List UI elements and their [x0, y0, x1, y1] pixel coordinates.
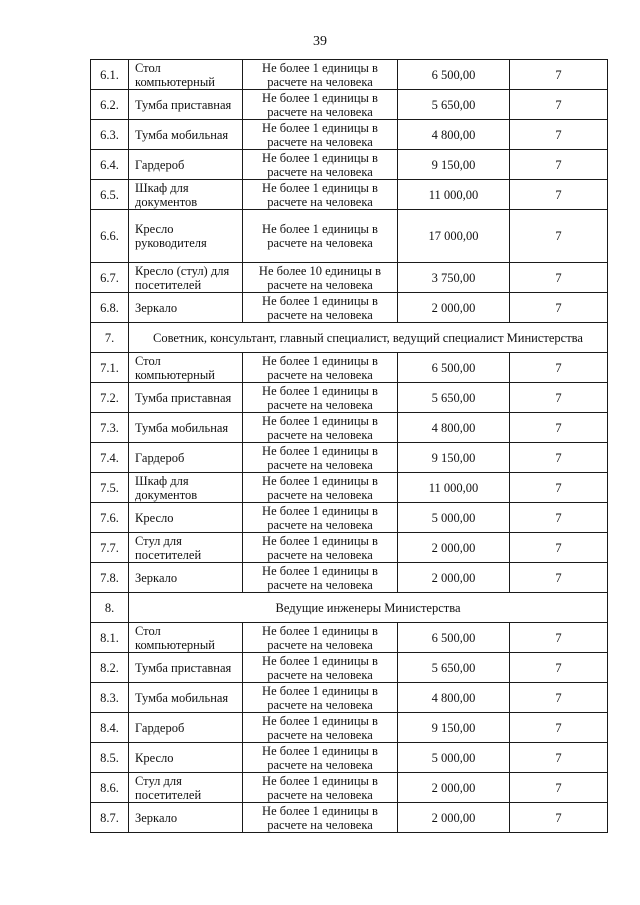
- item-name: Кресло: [129, 503, 243, 533]
- item-quantity-norm: Не более 1 единицы в расчете на человека: [243, 563, 398, 593]
- item-name: Шкаф для документов: [129, 473, 243, 503]
- item-service-term: 7: [510, 150, 608, 180]
- item-price: 6 500,00: [398, 623, 510, 653]
- furniture-norms-table: [90, 59, 608, 833]
- item-quantity-norm: Не более 1 единицы в расчете на человека: [243, 60, 398, 90]
- table-row: [91, 533, 608, 563]
- item-name: Зеркало: [129, 803, 243, 833]
- item-quantity-norm: Не более 1 единицы в расчете на человека: [243, 210, 398, 263]
- item-service-term: 7: [510, 503, 608, 533]
- table-row: [91, 443, 608, 473]
- table-row: [91, 563, 608, 593]
- table-row: [91, 383, 608, 413]
- item-name: Тумба приставная: [129, 383, 243, 413]
- item-service-term: 7: [510, 210, 608, 263]
- item-number: 7.8.: [91, 563, 129, 593]
- item-service-term: 7: [510, 713, 608, 743]
- item-price: 2 000,00: [398, 533, 510, 563]
- item-service-term: 7: [510, 383, 608, 413]
- item-number: 8.5.: [91, 743, 129, 773]
- item-quantity-norm: Не более 10 единицы в расчете на человека: [243, 263, 398, 293]
- item-quantity-norm: Не более 1 единицы в расчете на человека: [243, 533, 398, 563]
- table-row: [91, 120, 608, 150]
- table-row: [91, 713, 608, 743]
- item-number: 6.5.: [91, 180, 129, 210]
- table-row: [91, 293, 608, 323]
- item-quantity-norm: Не более 1 единицы в расчете на человека: [243, 743, 398, 773]
- item-price: 4 800,00: [398, 413, 510, 443]
- item-quantity-norm: Не более 1 единицы в расчете на человека: [243, 443, 398, 473]
- item-quantity-norm: Не более 1 единицы в расчете на человека: [243, 120, 398, 150]
- item-quantity-norm: Не более 1 единицы в расчете на человека: [243, 180, 398, 210]
- item-price: 17 000,00: [398, 210, 510, 263]
- item-number: 7.3.: [91, 413, 129, 443]
- item-service-term: 7: [510, 563, 608, 593]
- table-row: [91, 773, 608, 803]
- item-quantity-norm: Не более 1 единицы в расчете на человека: [243, 353, 398, 383]
- item-name: Тумба приставная: [129, 653, 243, 683]
- item-number: 6.6.: [91, 210, 129, 263]
- item-quantity-norm: Не более 1 единицы в расчете на человека: [243, 623, 398, 653]
- item-number: 8.7.: [91, 803, 129, 833]
- item-number: 8.2.: [91, 653, 129, 683]
- item-service-term: 7: [510, 180, 608, 210]
- item-price: 5 000,00: [398, 743, 510, 773]
- item-quantity-norm: Не более 1 единицы в расчете на человека: [243, 683, 398, 713]
- item-service-term: 7: [510, 683, 608, 713]
- item-number: 7.1.: [91, 353, 129, 383]
- item-name: Тумба мобильная: [129, 413, 243, 443]
- item-price: 5 000,00: [398, 503, 510, 533]
- item-price: 2 000,00: [398, 293, 510, 323]
- item-number: 7.7.: [91, 533, 129, 563]
- item-service-term: 7: [510, 293, 608, 323]
- item-name: Кресло руководителя: [129, 210, 243, 263]
- item-name: Зеркало: [129, 293, 243, 323]
- item-price: 2 000,00: [398, 803, 510, 833]
- item-number: 7.5.: [91, 473, 129, 503]
- item-price: 5 650,00: [398, 90, 510, 120]
- item-number: 6.4.: [91, 150, 129, 180]
- item-quantity-norm: Не более 1 единицы в расчете на человека: [243, 713, 398, 743]
- table-row: [91, 473, 608, 503]
- item-service-term: 7: [510, 533, 608, 563]
- table-row: [91, 263, 608, 293]
- section-number: 7.: [91, 323, 129, 353]
- table-row: [91, 743, 608, 773]
- section-title: Советник, консультант, главный специалист, ведущий специалист Министерства: [129, 323, 608, 353]
- item-number: 8.1.: [91, 623, 129, 653]
- table-row: [91, 180, 608, 210]
- section-row: [91, 323, 608, 353]
- item-quantity-norm: Не более 1 единицы в расчете на человека: [243, 90, 398, 120]
- item-name: Гардероб: [129, 150, 243, 180]
- item-quantity-norm: Не более 1 единицы в расчете на человека: [243, 413, 398, 443]
- item-name: Кресло (стул) для посетителей: [129, 263, 243, 293]
- item-number: 8.6.: [91, 773, 129, 803]
- item-price: 6 500,00: [398, 353, 510, 383]
- item-name: Стол компьютерный: [129, 60, 243, 90]
- item-price: 11 000,00: [398, 180, 510, 210]
- item-service-term: 7: [510, 90, 608, 120]
- item-name: Стол компьютерный: [129, 353, 243, 383]
- item-number: 6.1.: [91, 60, 129, 90]
- item-number: 7.4.: [91, 443, 129, 473]
- table-row: [91, 60, 608, 90]
- table-row: [91, 623, 608, 653]
- item-name: Гардероб: [129, 443, 243, 473]
- item-price: 9 150,00: [398, 150, 510, 180]
- table-row: [91, 90, 608, 120]
- item-service-term: 7: [510, 773, 608, 803]
- item-service-term: 7: [510, 353, 608, 383]
- item-name: Тумба мобильная: [129, 683, 243, 713]
- item-number: 6.8.: [91, 293, 129, 323]
- table-row: [91, 413, 608, 443]
- item-name: Тумба мобильная: [129, 120, 243, 150]
- table-row: [91, 683, 608, 713]
- section-row: [91, 593, 608, 623]
- item-number: 6.3.: [91, 120, 129, 150]
- item-price: 11 000,00: [398, 473, 510, 503]
- item-service-term: 7: [510, 413, 608, 443]
- item-service-term: 7: [510, 623, 608, 653]
- item-quantity-norm: Не более 1 единицы в расчете на человека: [243, 473, 398, 503]
- item-quantity-norm: Не более 1 единицы в расчете на человека: [243, 653, 398, 683]
- item-name: Стол компьютерный: [129, 623, 243, 653]
- item-price: 2 000,00: [398, 563, 510, 593]
- item-price: 9 150,00: [398, 713, 510, 743]
- item-number: 8.4.: [91, 713, 129, 743]
- item-name: Кресло: [129, 743, 243, 773]
- item-name: Стул для посетителей: [129, 533, 243, 563]
- item-name: Шкаф для документов: [129, 180, 243, 210]
- item-service-term: 7: [510, 263, 608, 293]
- item-quantity-norm: Не более 1 единицы в расчете на человека: [243, 293, 398, 323]
- item-name: Тумба приставная: [129, 90, 243, 120]
- item-service-term: 7: [510, 803, 608, 833]
- item-quantity-norm: Не более 1 единицы в расчете на человека: [243, 503, 398, 533]
- item-quantity-norm: Не более 1 единицы в расчете на человека: [243, 383, 398, 413]
- item-price: 4 800,00: [398, 683, 510, 713]
- item-quantity-norm: Не более 1 единицы в расчете на человека: [243, 803, 398, 833]
- item-price: 2 000,00: [398, 773, 510, 803]
- item-number: 7.6.: [91, 503, 129, 533]
- item-name: Стул для посетителей: [129, 773, 243, 803]
- item-number: 6.2.: [91, 90, 129, 120]
- item-service-term: 7: [510, 60, 608, 90]
- table-row: [91, 803, 608, 833]
- table-row: [91, 150, 608, 180]
- item-quantity-norm: Не более 1 единицы в расчете на человека: [243, 150, 398, 180]
- table-row: [91, 503, 608, 533]
- table-row: [91, 353, 608, 383]
- item-number: 6.7.: [91, 263, 129, 293]
- item-service-term: 7: [510, 653, 608, 683]
- item-service-term: 7: [510, 443, 608, 473]
- item-quantity-norm: Не более 1 единицы в расчете на человека: [243, 773, 398, 803]
- item-number: 7.2.: [91, 383, 129, 413]
- item-price: 6 500,00: [398, 60, 510, 90]
- item-service-term: 7: [510, 743, 608, 773]
- item-name: Гардероб: [129, 713, 243, 743]
- item-number: 8.3.: [91, 683, 129, 713]
- item-service-term: 7: [510, 120, 608, 150]
- item-service-term: 7: [510, 473, 608, 503]
- item-price: 4 800,00: [398, 120, 510, 150]
- item-price: 5 650,00: [398, 383, 510, 413]
- item-price: 9 150,00: [398, 443, 510, 473]
- table-body: [91, 60, 608, 833]
- item-price: 3 750,00: [398, 263, 510, 293]
- item-name: Зеркало: [129, 563, 243, 593]
- page-number: 39: [313, 34, 327, 49]
- section-title: Ведущие инженеры Министерства: [129, 593, 608, 623]
- item-price: 5 650,00: [398, 653, 510, 683]
- table-row: [91, 653, 608, 683]
- table-row: [91, 210, 608, 263]
- section-number: 8.: [91, 593, 129, 623]
